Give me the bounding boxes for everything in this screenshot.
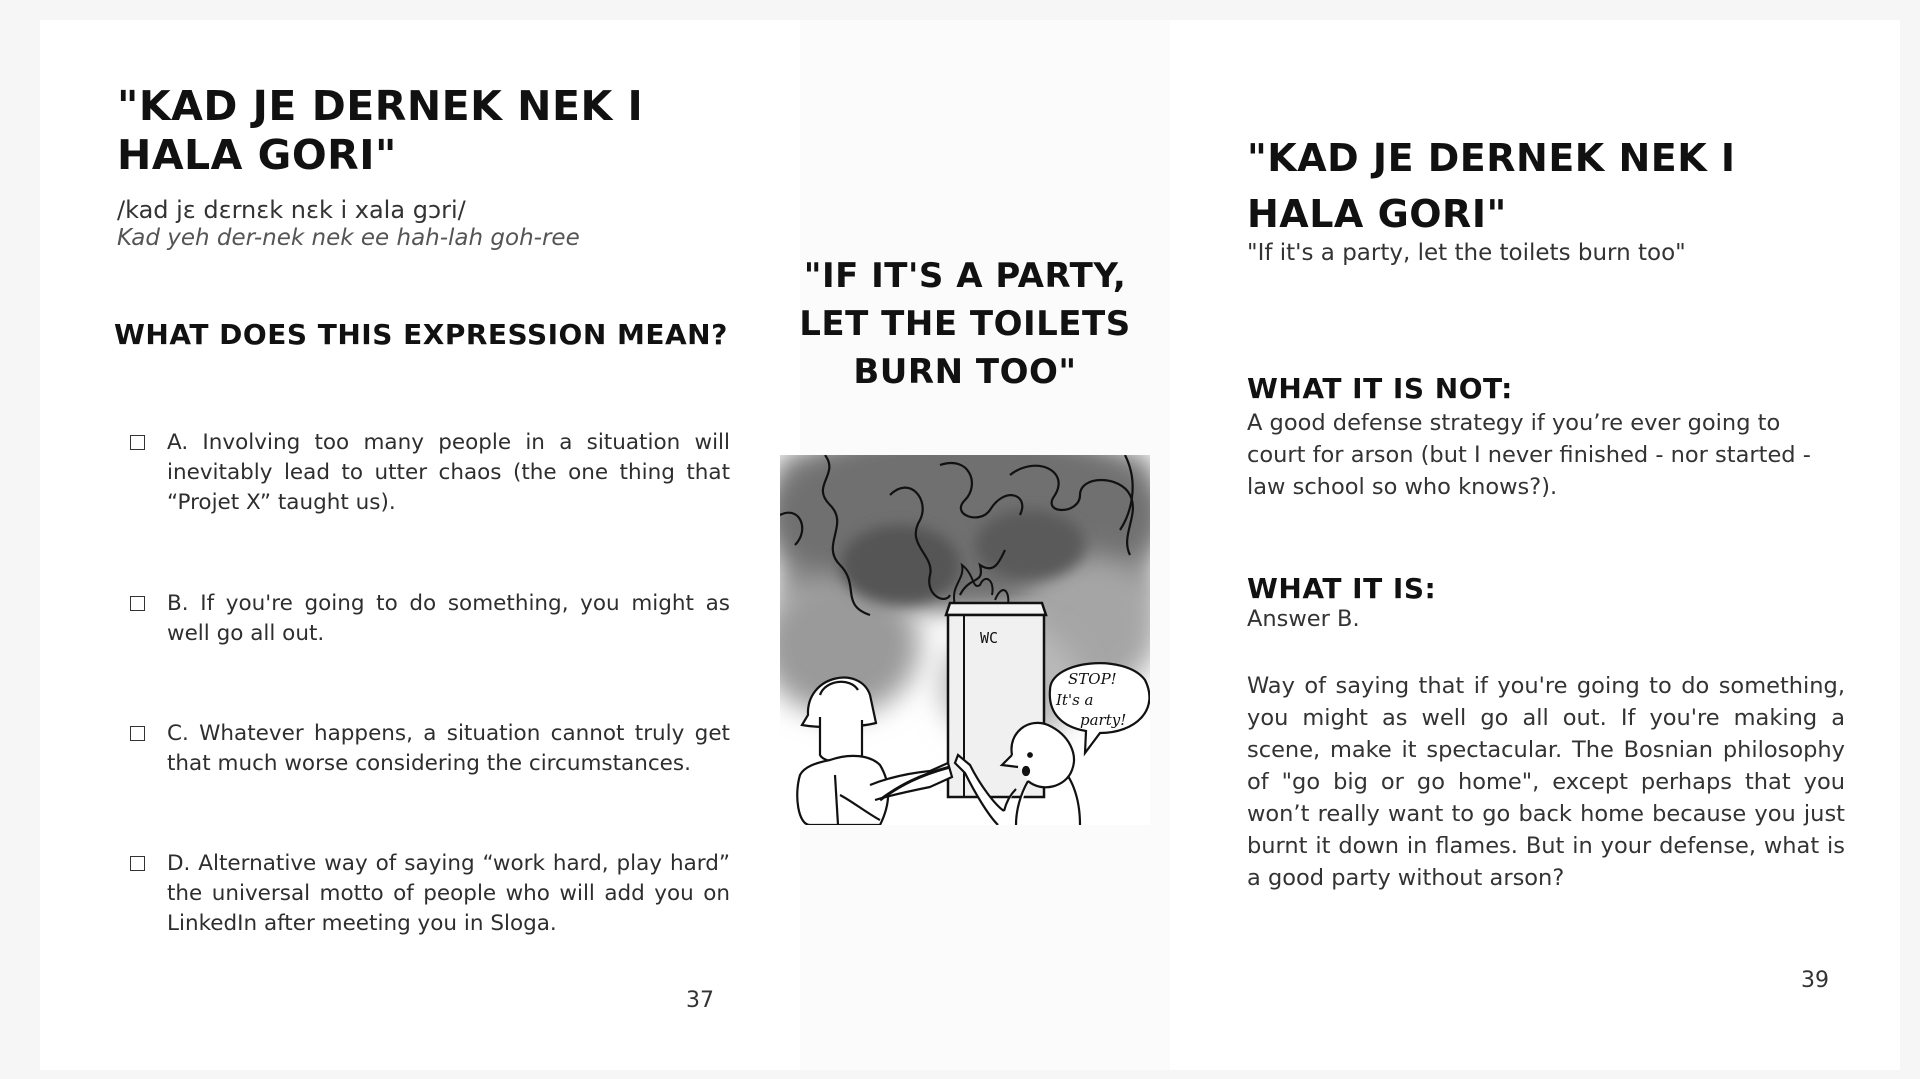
- option-c-text: C. Whatever happens, a situation cannot truly get that much worse considering the circumstances.: [167, 721, 730, 776]
- checkbox-b[interactable]: [130, 596, 145, 611]
- option-d[interactable]: [130, 849, 730, 939]
- wc-sign: WC: [980, 629, 999, 647]
- checkbox-d[interactable]: [130, 856, 145, 871]
- question-heading: WHAT DOES THIS EXPRESSION MEAN?: [114, 318, 728, 351]
- answer-text: Answer B.: [1247, 606, 1360, 632]
- option-b-text: B. If you're going to do something, you might as well go all out.: [167, 591, 730, 646]
- ipa-transcription: /kad jɛ dɛrnɛk nɛk i xala gɔri/: [117, 196, 466, 224]
- speech-line-2: It's a: [1056, 691, 1094, 709]
- right-page-title: "KAD JE DERNEK NEK I HALA GORI": [1247, 136, 1736, 236]
- phonetic-spelling: Kad yeh der-nek nek ee hah-lah goh-ree: [117, 225, 580, 251]
- literal-translation: "If it's a party, let the toilets burn too": [1247, 240, 1686, 266]
- explanation-text: Way of saying that if you're going to do something, you might as well go all out. If you're making a scene, make it spectacular. The Bosnian philosophy of "go big or go home", except perhaps that you won’t really want to go back home because you just burnt it down in flames. But in your defense, what is a good party without arson?: [1247, 673, 1845, 891]
- speech-line-3: party!: [1080, 711, 1127, 729]
- translation-title: "IF IT'S A PARTY, LET THE TOILETS BURN TOO": [799, 256, 1131, 392]
- page-number-left: 37: [686, 988, 714, 1013]
- burning-toilet-illustration: [780, 455, 1150, 825]
- what-it-is-heading: WHAT IT IS:: [1247, 572, 1437, 605]
- option-d-text: D. Alternative way of saying “work hard, play hard” the universal motto of people who will add you on LinkedIn after meeting you in Sloga.: [167, 851, 730, 936]
- page-number-right: 39: [1801, 968, 1829, 993]
- speech-line-1: STOP!: [1068, 670, 1117, 688]
- option-a[interactable]: [130, 428, 730, 518]
- option-c[interactable]: [130, 719, 730, 779]
- what-it-is-not-heading: WHAT IT IS NOT:: [1247, 372, 1513, 405]
- option-a-text: A. Involving too many people in a situation will inevitably lead to utter chaos (the one thing that “Projet X” taught us).: [167, 430, 730, 515]
- checkbox-c[interactable]: [130, 726, 145, 741]
- left-page-title: "KAD JE DERNEK NEK I HALA GORI": [117, 82, 644, 180]
- option-b[interactable]: [130, 589, 730, 649]
- checkbox-a[interactable]: [130, 435, 145, 450]
- what-it-is-not-text: A good defense strategy if you’re ever going to court for arson (but I never finished - nor started - law school so who knows?).: [1247, 410, 1811, 500]
